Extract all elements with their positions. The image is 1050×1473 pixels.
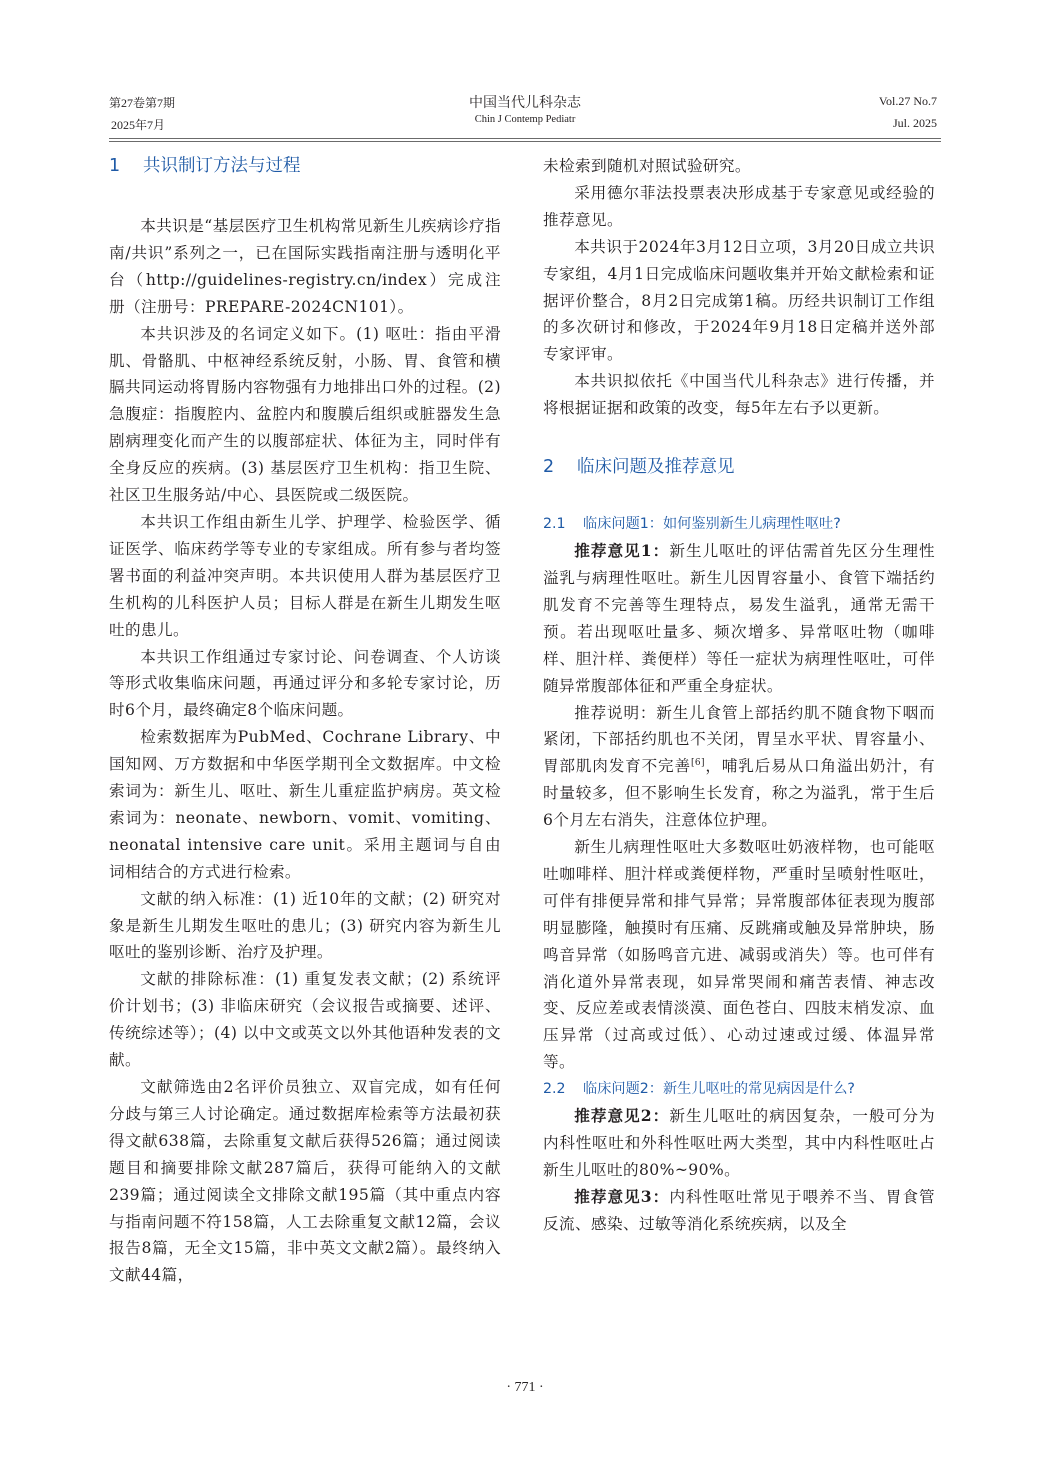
subsection-2-1-heading bbox=[543, 511, 935, 538]
section-1-heading bbox=[109, 153, 501, 179]
recommendation-2-text: 新生儿呕吐的病因复杂，一般可分为内科性呕吐和外科性呕吐两大类型，其中内科性呕吐占新生儿呕吐的80%~90%。 bbox=[543, 1107, 935, 1179]
recommendation-2 bbox=[543, 1103, 935, 1184]
header-rule-bottom bbox=[109, 141, 941, 142]
header-date-en: Jul. 2025 bbox=[892, 116, 937, 130]
paragraph-dissemination: 本共识拟依托《中国当代儿科杂志》进行传播，并将根据证据和政策的改变，每5年左右予以更新。 bbox=[543, 372, 935, 418]
recommendation-1-explanation bbox=[543, 700, 935, 835]
paragraph-delphi: 采用德尔菲法投票表决形成基于专家意见或经验的推荐意见。 bbox=[543, 183, 935, 229]
running-header bbox=[109, 94, 941, 134]
recommendation-1-text: 新生儿呕吐的评估需首先区分生理性溢乳与病理性呕吐。新生儿因胃容量小、食管下端括约肌发育不完善等生理特点，易发生溢乳，通常无需干预。若出现呕吐量多、频次增多、异常呕吐物（咖啡样、胆汁样、粪便样）等任一症状为病理性呕吐，可伴随异常腹部体征和严重全身症状。 bbox=[543, 542, 935, 695]
right-column bbox=[543, 153, 935, 1238]
paragraph-registration: 本共识是“基层医疗卫生机构常见新生儿疾病诊疗指南/共识”系列之一，已在国际实践指南注册与透明化平台（http://guidelines-registry.cn/index）完成注册（注册号：PREPARE-2024CN101）。 bbox=[109, 217, 501, 316]
paragraph-timeline: 本共识于2024年3月12日立项，3月20日成立共识专家组，4月1日完成临床问题收集并开始文献检索和证据评价整合，8月2日完成第1稿。历经共识制订工作组的多次研讨和修改，于2024年9月18日定稿并送外部专家评审。 bbox=[543, 237, 935, 364]
citation-ref-6[interactable]: [6] bbox=[690, 758, 705, 769]
recommendation-1-label: 推荐意见1： bbox=[574, 541, 670, 561]
subsection-2-1-number: 2.1 bbox=[543, 516, 566, 533]
subsection-2-1-title: 临床问题1：如何鉴别新生儿病理性呕吐? bbox=[583, 516, 841, 533]
subsection-2-2-title: 临床问题2：新生儿呕吐的常见病因是什么? bbox=[583, 1081, 855, 1098]
recommendation-3-label: 推荐意见3： bbox=[574, 1186, 670, 1206]
explanation-text-b: ，哺乳后易从口角溢出奶汁，有时量较多，但不影响生长发育，称之为溢乳，常于生后6个月左右消失，注意体位护理。 bbox=[543, 757, 935, 830]
section-2-title: 临床问题及推荐意见 bbox=[577, 457, 735, 478]
paragraph-exclusion: 文献的排除标准：(1) 重复发表文献；(2) 系统评价计划书；(3) 非临床研究（会议报告或摘要、述评、传统综述等）；(4) 以中文或英文以外其他语种发表的文献。 bbox=[109, 970, 501, 1070]
header-rule-top bbox=[109, 138, 941, 139]
paragraph-definitions: 本共识涉及的名词定义如下。(1) 呕吐：指由平滑肌、骨骼肌、中枢神经系统反射，小肠、胃、食管和横膈共同运动将胃肠内容物强有力地排出口外的过程。(2) 急腹症：指腹腔内、盆腔内和腹膜后组织或脏器发生急剧病理变化而产生的以腹部症状、体征为主，同时伴有全身反应的疾病。(3) 基层医疗卫生机构：指卫生院、社区卫生服务站/中心、县医院或二级医院。 bbox=[109, 324, 501, 505]
left-column bbox=[109, 153, 501, 1289]
header-date-cn: 2025年7月 bbox=[111, 118, 166, 132]
header-volume-issue-cn: 第27卷第7期 bbox=[109, 96, 176, 110]
paragraph-working-group: 本共识工作组由新生儿学、护理学、检验医学、循证医学、临床药学等专业的专家组成。所有参与者均签署书面的利益冲突声明。本共识使用人群为基层医疗卫生机构的儿科医护人员；目标人群是在新生儿期发生呕吐的患儿。 bbox=[109, 512, 501, 639]
subsection-2-2-heading bbox=[543, 1076, 935, 1103]
section-2-number: 2 bbox=[543, 457, 555, 478]
recommendation-2-label: 推荐意见2： bbox=[574, 1106, 670, 1126]
paragraph-clinical-questions: 本共识工作组通过专家讨论、问卷调查、个人访谈等形式收集临床问题，再通过评分和多轮专家讨论，历时6个月，最终确定8个临床问题。 bbox=[109, 647, 501, 720]
header-volume-issue-en: Vol.27 No.7 bbox=[878, 94, 937, 108]
subsection-2-2-number: 2.2 bbox=[543, 1081, 566, 1098]
header-journal-en: Chin J Contemp Pediatr bbox=[474, 114, 576, 125]
paragraph-databases: 检索数据库为PubMed、Cochrane Library、中国知网、万方数据和中华医学期刊全文数据库。中文检索词为：新生儿、呕吐、新生儿重症监护病房。英文检索词为：neonate、newborn、vomit、vomiting、neonatal intensive care unit。采用主题词与自由词相结合的方式进行检索。 bbox=[109, 728, 501, 881]
paragraph-screening-continued: 未检索到随机对照试验研究。 bbox=[543, 157, 751, 175]
paragraph-pathological-vomiting: 新生儿病理性呕吐大多数呕吐奶液样物，也可能呕吐咖啡样、胆汁样或粪便样物，严重时呈喷射性呕吐，可伴有排便异常和排气异常；异常腹部体征表现为腹部明显膨隆，触摸时有压痛、反跳痛或触及异常肿块，肠鸣音异常（如肠鸣音亢进、减弱或消失）等。也可伴有消化道外异常表现，如异常哭闹和痛苦表情、神志改变、反应差或表情淡漠、面色苍白、四肢末梢发凉、血压异常（过高或过低）、心动过速或过缓、体温异常等。 bbox=[543, 838, 935, 1072]
header-journal-cn: 中国当代儿科杂志 bbox=[469, 96, 581, 111]
section-1-title: 共识制订方法与过程 bbox=[143, 156, 301, 176]
paragraph-screening: 文献筛选由2名评价员独立、双盲完成，如有任何分歧与第三人讨论确定。通过数据库检索等方法最初获得文献638篇，去除重复文献后获得526篇；通过阅读题目和摘要排除文献287篇后，获得可能纳入的文献239篇；通过阅读全文排除文献195篇（其中重点内容与指南问题不符158篇，人工去除重复文献12篇，会议报告8篇，无全文15篇，非中英文文献2篇）。最终纳入文献44篇， bbox=[109, 1078, 501, 1285]
paragraph-inclusion: 文献的纳入标准：(1) 近10年的文献；(2) 研究对象是新生儿期发生呕吐的患儿；(3) 研究内容为新生儿呕吐的鉴别诊断、治疗及护理。 bbox=[109, 889, 501, 962]
section-1-number: 1 bbox=[109, 156, 121, 176]
explanation-text-a: 推荐说明：新生儿食管上部括约肌不随食物下咽而紧闭，下部括约肌也不关闭，胃呈水平状、胃容量小、胃部肌肉发育不完善 bbox=[543, 703, 935, 776]
recommendation-3 bbox=[543, 1184, 935, 1238]
recommendation-3-text: 内科性呕吐常见于喂养不当、胃食管反流、感染、过敏等消化系统疾病，以及全 bbox=[543, 1187, 935, 1233]
page-number: · 771 · bbox=[506, 1380, 544, 1395]
recommendation-1 bbox=[543, 538, 935, 699]
section-2-heading bbox=[543, 454, 935, 480]
